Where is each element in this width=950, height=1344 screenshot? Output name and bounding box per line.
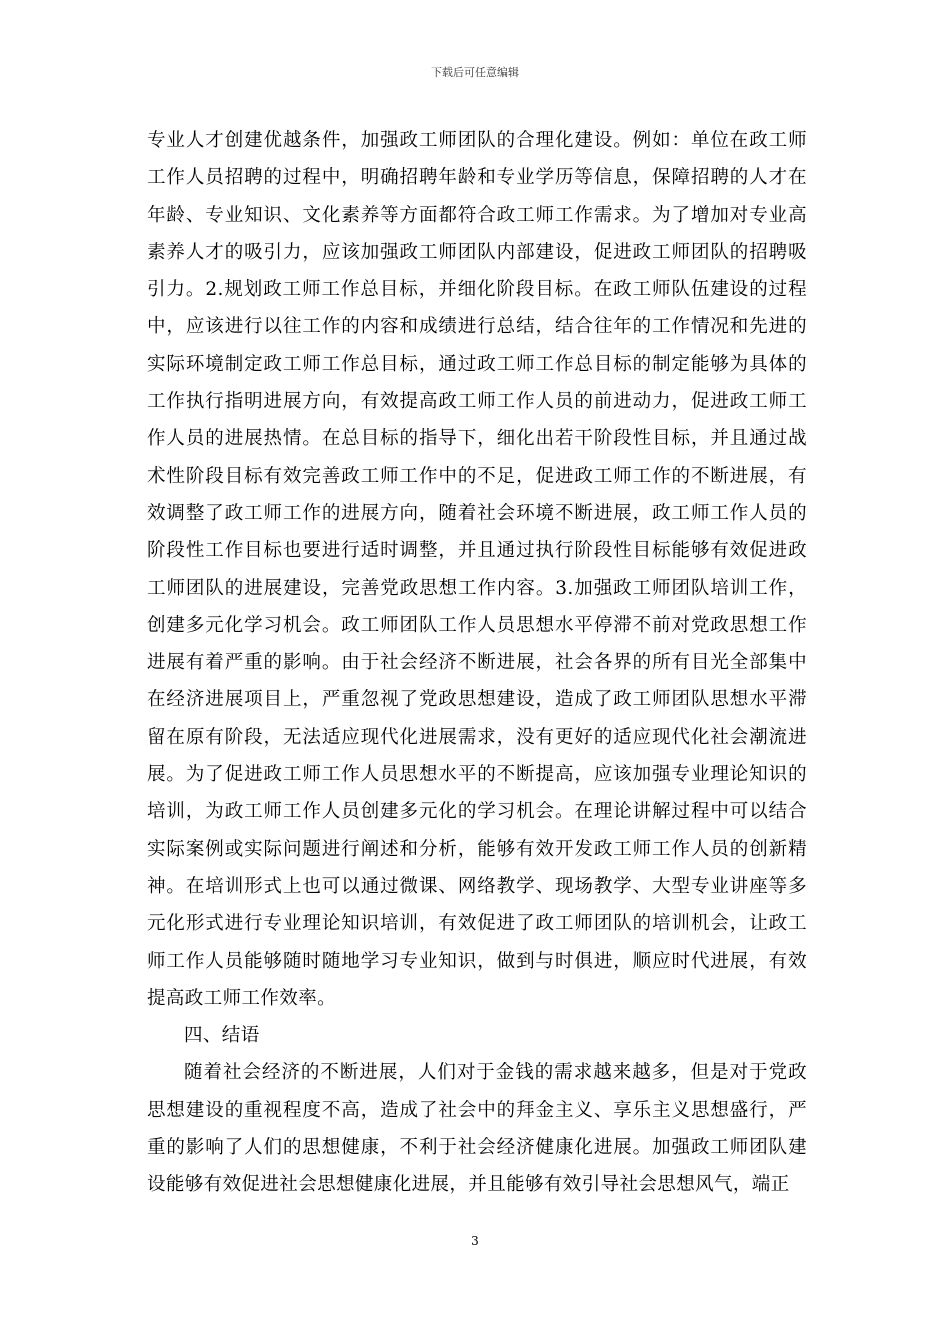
section-heading: 四、结语	[184, 1025, 260, 1047]
page-header: 下载后可任意编辑	[431, 66, 519, 79]
body-paragraph: 专业人才创建优越条件，加强政工师团队的合理化建设。例如：单位在政工师工作人员招聘的过程中，明确招聘年龄和专业学历等信息，保障招聘的人才在年龄、专业知识、文化素养等方面都符合政工师工作需求。为了增加对专业高素养人才的吸引力，应该加强政工师团队内部建设，促进政工师团队的招聘吸引力。2.规划政工师工作总目标，并细化阶段目标。在政工师队伍建设的过程中，应该进行以往工作的内容和成绩进行总结，结合往年的工作情况和先进的实际环境制定政工师工作总目标，通过政工师工作总目标的制定能够为具体的工作执行指明进展方向，有效提高政工师工作人员的前进动力，促进政工师工作人员的进展热情。在总目标的指导下，细化出若干阶段性目标，并且通过战术性阶段目标有效完善政工师工作中的不足，促进政工师工作的不断进展，有效调整了政工师工作的进展方向，随着社会环境不断进展，政工师工作人员的阶段性工作目标也要进行适时调整，并且通过执行阶段性目标能够有效促进政工师团队的进展建设，完善党政思想工作内容。3.加强政工师团队培训工作，创建多元化学习机会。政工师团队工作人员思想水平停滞不前对党政思想工作进展有着严重的影响。由于社会经济不断进展，社会各界的所有目光全部集中在经济进展项目上，严重忽视了党政思想建设，造成了政工师团队思想水平滞留在原有阶段，无法适应现代化进展需求，没有更好的适应现代化社会潮流进展。为了促进政工师工作人员思想水平的不断提高，应该加强专业理论知识的培训，为政工师工作人员创建多元化的学习机会。在理论讲解过程中可以结合实际案例或实际问题进行阐述和分析，能够有效开发政工师工作人员的创新精神。在培训形式上也可以通过微课、网络教学、现场教学、大型专业讲座等多元化形式进行专业理论知识培训，有效促进了政工师团队的培训机会，让政工师工作人员能够随时随地学习专业知识，做到与时俱进，顺应时代进展，有效提高政工师工作效率。	[147, 130, 807, 1009]
document-body	[147, 122, 807, 1204]
body-paragraph: 随着社会经济的不断进展，人们对于金钱的需求越来越多，但是对于党政思想建设的重视程度不高，造成了社会中的拜金主义、享乐主义思想盛行，严重的影响了人们的思想健康，不利于社会经济健康化进展。加强政工师团队建设能够有效促进社会思想健康化进展，并且能够有效引导社会思想风气，端正	[147, 1062, 807, 1196]
page-number: 3	[471, 1234, 479, 1248]
